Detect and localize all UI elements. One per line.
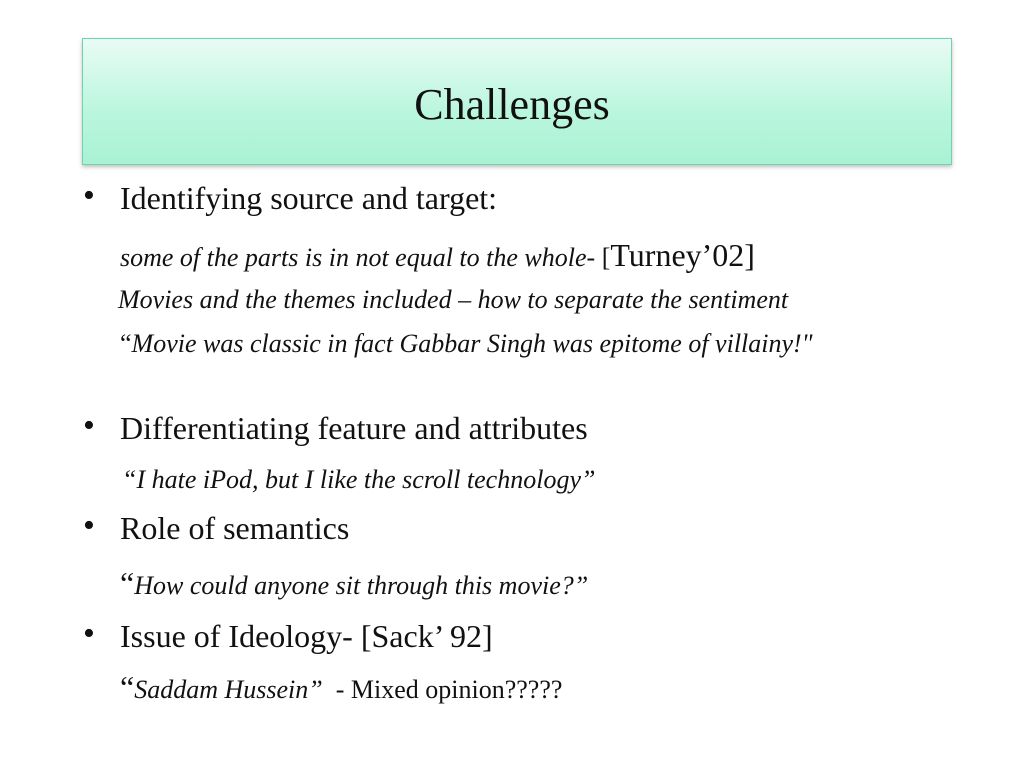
bullet-item-semantics: Role of semantics <box>120 510 350 546</box>
bullet-icon: • <box>83 507 95 544</box>
quote-text: Movie was classic in fact Gabbar Singh was epitome of villainy!" <box>131 329 813 358</box>
bullet-icon: • <box>83 615 95 652</box>
sub-line-ipod-quote: “I hate iPod, but I like the scroll technology” <box>122 465 596 494</box>
sub-line-turney <box>120 237 755 273</box>
sub-line-separator: - [ <box>586 243 611 272</box>
sub-line-gabbar-quote <box>120 326 840 362</box>
sub-line-saddam <box>120 669 563 705</box>
slide-title: Challenges <box>414 80 610 129</box>
quote-open: “ <box>120 565 135 601</box>
sub-line-movies-themes: Movies and the themes included – how to separate the sentiment <box>118 285 789 314</box>
bullet-item-source-target: Identifying source and target: <box>120 180 498 216</box>
sub-line-italic: some of the parts is in not equal to the whole <box>120 243 587 272</box>
quote-text: How could anyone sit through this movie?” <box>134 571 589 600</box>
mixed-opinion-text: - Mixed opinion????? <box>322 675 563 704</box>
bullet-icon: • <box>83 407 95 444</box>
sub-line-movie-quote <box>120 565 589 601</box>
quote-open: “ <box>120 669 135 705</box>
citation: Turney’02] <box>610 237 755 273</box>
bullet-item-ideology: Issue of Ideology- [Sack’ 92] <box>120 618 493 654</box>
bullet-icon: • <box>83 177 95 214</box>
quote-open: “ <box>120 329 132 358</box>
quote-text: Saddam Hussein” <box>134 675 323 704</box>
bullet-item-feature-attributes: Differentiating feature and attributes <box>120 410 588 446</box>
